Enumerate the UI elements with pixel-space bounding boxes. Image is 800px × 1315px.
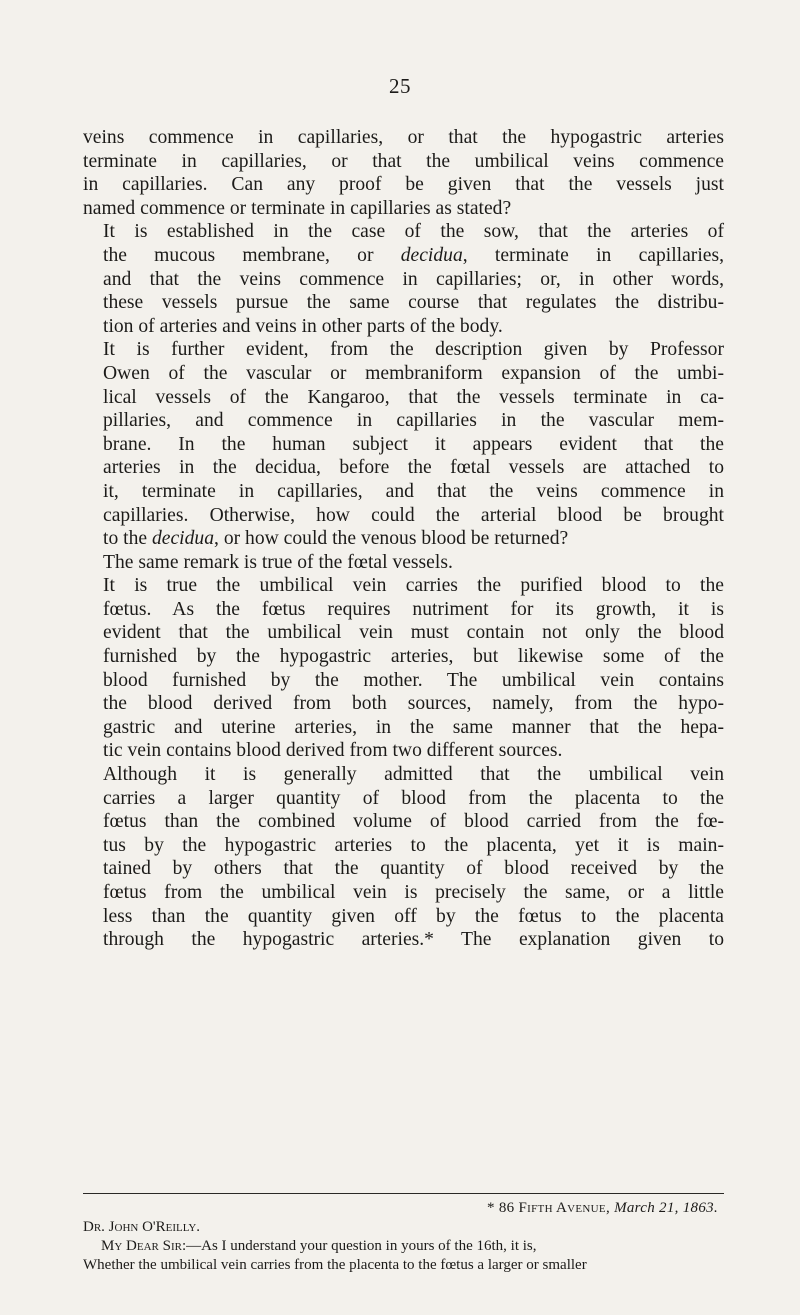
footnote-recipient: Dr. John O'Reilly. xyxy=(83,1219,201,1235)
italic-term: decidua xyxy=(400,244,463,266)
paragraph xyxy=(83,220,724,338)
text-fragment: to the xyxy=(103,528,152,550)
text-line xyxy=(83,527,724,551)
text-line: less than the quantity given off by the fœtus to the placenta xyxy=(103,905,724,927)
text-line: fœtus from the umbilical vein is precisely the same, or a little xyxy=(103,882,724,903)
text-line: Owen of the vascular or membraniform expansion of the umbi- xyxy=(103,362,724,384)
text-line: it, terminate in capillaries, and that the veins commence in xyxy=(103,480,724,502)
page-number: 25 xyxy=(389,74,411,98)
text-line: It is true the umbilical vein carries the purified blood to the xyxy=(103,575,724,597)
text-line: It is further evident, from the description given by Professor xyxy=(103,339,724,361)
footnote-divider xyxy=(83,1193,724,1194)
footnote-letter-line: Whether the umbilical vein carries from the placenta to the fœtus a larger or smaller xyxy=(83,1257,587,1273)
text-line: fœtus than the combined volume of blood carried from the fœ- xyxy=(103,811,724,833)
footnote-text: —As I understand your question in yours of the 16th, it is, xyxy=(186,1238,537,1254)
text-line: veins commence in capillaries, or that the hypogastric arteries xyxy=(83,127,724,148)
text-line: these vessels pursue the same course that regulates the distribu- xyxy=(103,292,724,314)
text-line: pillaries, and commence in capillaries in the vascular mem- xyxy=(103,410,724,432)
text-line: through the hypogastric arteries.* The explanation given to xyxy=(103,929,724,951)
text-fragment: the mucous membrane, or xyxy=(103,244,401,266)
text-line: fœtus. As the fœtus requires nutriment for its growth, it is xyxy=(103,598,724,620)
italic-term: decidua xyxy=(151,528,215,550)
text-line: Although it is generally admitted that the umbilical vein xyxy=(103,764,724,786)
text-line: capillaries. Otherwise, how could the arterial blood be brought xyxy=(103,504,724,526)
text-line xyxy=(83,244,724,268)
paragraph xyxy=(83,126,724,220)
text-line: terminate in capillaries, or that the umbilical veins commence xyxy=(83,150,724,172)
text-line: the blood derived from both sources, namely, from the hypo- xyxy=(103,693,724,715)
text-line: tic vein contains blood derived from two different sources. xyxy=(103,740,563,762)
text-line: blood furnished by the mother. The umbilical vein contains xyxy=(103,669,724,691)
text-line: lical vessels of the Kangaroo, that the vessels terminate in ca- xyxy=(103,386,724,408)
text-line: arteries in the decidua, before the fœtal vessels are attached to xyxy=(103,457,724,479)
text-fragment: , or how could the venous blood be returned? xyxy=(214,528,569,550)
footnote-address-street: * 86 Fifth Avenue, xyxy=(487,1200,610,1216)
footnote-date: March 21, 1863. xyxy=(614,1200,718,1216)
footnote-address xyxy=(83,1199,724,1218)
paragraph xyxy=(83,574,724,763)
text-line: evident that the umbilical vein must contain not only the blood xyxy=(103,622,724,644)
footnote-salutation: My Dear Sir: xyxy=(101,1238,187,1254)
text-line: It is established in the case of the sow, that the arteries of xyxy=(103,221,724,243)
footnote-letter-line xyxy=(83,1237,724,1256)
text-line: The same remark is true of the fœtal vessels. xyxy=(103,551,453,573)
body-text xyxy=(83,126,724,952)
text-fragment: , terminate in capillaries, xyxy=(462,244,724,266)
text-line: gastric and uterine arteries, in the same manner that the hepa- xyxy=(103,716,724,738)
paragraph xyxy=(83,338,724,550)
text-line: tained by others that the quantity of blood received by the xyxy=(103,858,724,880)
text-line: brane. In the human subject it appears evident that the xyxy=(103,433,724,455)
text-line: furnished by the hypogastric arteries, but likewise some of the xyxy=(103,646,724,668)
text-line: tion of arteries and veins in other parts of the body. xyxy=(103,315,503,337)
text-line: tus by the hypogastric arteries to the placenta, yet it is main- xyxy=(103,834,724,856)
text-line: in capillaries. Can any proof be given that the vessels just xyxy=(83,174,724,196)
paragraph xyxy=(83,763,724,952)
text-line: and that the veins commence in capillaries; or, in other words, xyxy=(103,268,724,290)
footnote xyxy=(83,1199,724,1275)
paragraph xyxy=(83,551,724,575)
text-line: carries a larger quantity of blood from the placenta to the xyxy=(103,787,724,809)
text-line: named commence or terminate in capillaries as stated? xyxy=(83,197,512,219)
